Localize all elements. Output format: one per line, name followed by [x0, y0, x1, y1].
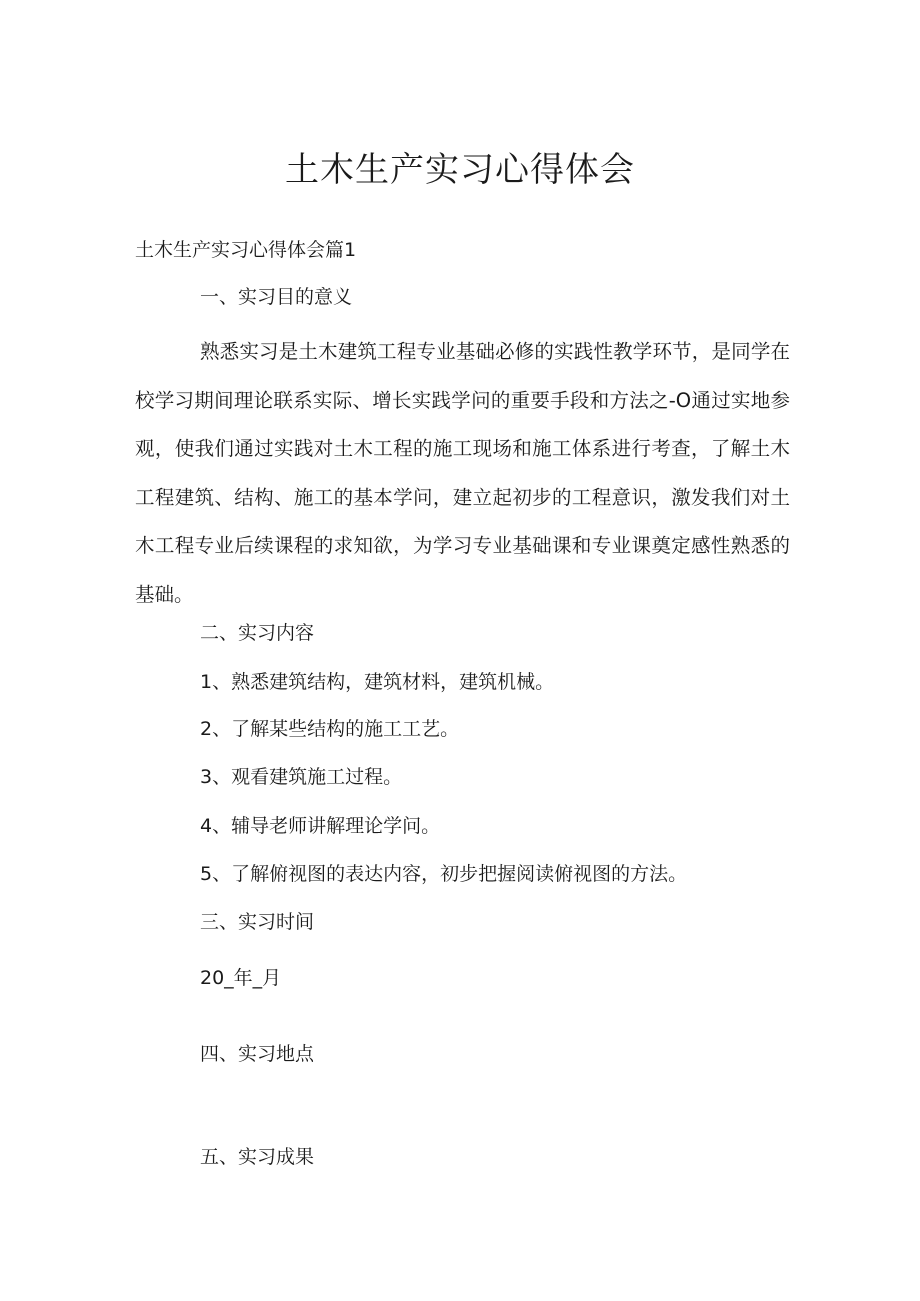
content-list-item-5: 5、了解俯视图的表达内容，初步把握阅读俯视图的方法。: [200, 863, 688, 885]
section-heading-content: 二、实习内容: [200, 622, 315, 644]
purpose-paragraph: 熟悉实习是土木建筑工程专业基础必修的实践性教学环节，是同学在校学习期间理论联系实际、增长实践学问的重要手段和方法之-O通过实地参观，使我们通过实践对土木工程的施工现场和施工体系进行考查，了解土木工程建筑、结构、施工的基本学问，建立起初步的工程意识，激发我们对土木工程专业后续课程的求知欲，为学习专业基础课和专业课奠定感性熟悉的基础。: [135, 340, 790, 606]
section-heading-location: 四、实习地点: [200, 1043, 315, 1065]
content-list-item-3: 3、观看建筑施工过程。: [200, 766, 403, 788]
internship-time-value: 20_年_月: [200, 967, 282, 989]
article-subtitle: 土木生产实习心得体会篇1: [135, 239, 357, 261]
section-heading-results: 五、实习成果: [200, 1146, 315, 1168]
content-list-item-2: 2、了解某些结构的施工工艺。: [200, 718, 460, 740]
document-title: 土木生产实习心得体会: [285, 150, 635, 190]
content-list-item-1: 1、熟悉建筑结构，建筑材料，建筑机械。: [200, 671, 555, 693]
section-heading-time: 三、实习时间: [200, 911, 315, 933]
section-heading-purpose: 一、实习目的意义: [200, 286, 353, 308]
content-list-item-4: 4、辅导老师讲解理论学问。: [200, 815, 441, 837]
